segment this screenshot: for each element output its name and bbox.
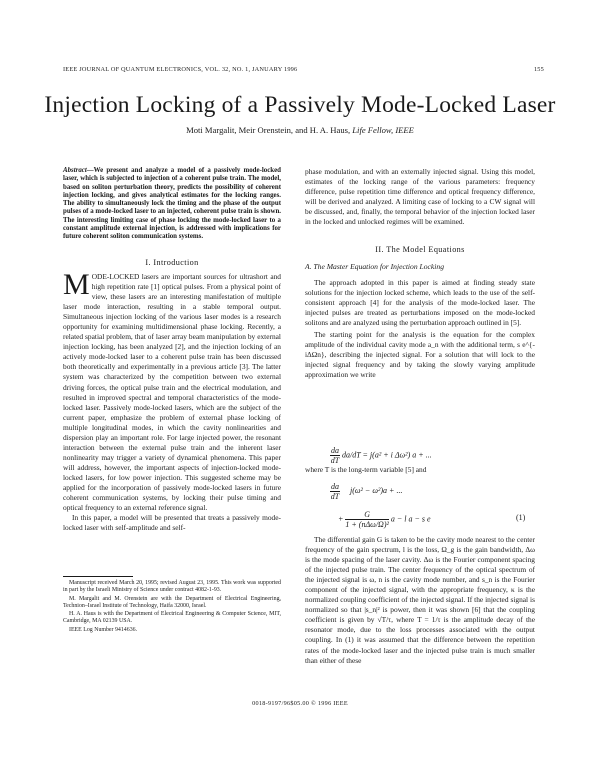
introduction-body [63, 268, 281, 533]
intro-paragraph-2: In this paper, a model will be presented that treats a passively mode-locked laser with self-amplitude and self- [63, 513, 281, 533]
journal-name: IEEE JOURNAL OF QUANTUM ELECTRONICS, VOL. 32, NO. 1, JANUARY 1996 [63, 66, 298, 73]
model-paragraph-2: The starting point for the analysis is the equation for the complex amplitude of the individual cavity mode a_n with the additional term, s e^{-iΔΩn}, describing the injected signal. For a solution that will lock to the injected signal frequency and by taking the slowly varying amplitude approximation we write [305, 330, 535, 380]
equation-1-gain-term: + $\frac{G}{\text{1 + (nΔω/Ω)²}}$ a − l a − s e [338, 510, 431, 529]
footnotes [63, 580, 281, 636]
footnote-affiliation-1: M. Margalit and M. Orenstein are with the Department of Electrical Engineering, Technion–Israel Institute of Technology, Haifa 32000, Israel. [63, 595, 281, 609]
footnote-affiliation-2: H. A. Haus is with the Department of Electrical Engineering & Computer Science, MIT, Cambridge, MA 02139 USA. [63, 611, 281, 625]
footnote-ieee-log: IEEE Log Number 9414636. [69, 627, 138, 634]
author-fellow: Life Fellow, IEEE [352, 125, 414, 135]
section-heading-model: II. The Model Equations [375, 245, 465, 254]
eq-derivative: $\frac{da}{dT}$ [330, 446, 340, 465]
paper-title: Injection Locking of a Passively Mode-Locked Laser [44, 92, 556, 118]
lead-word: ODE-LOCKED [91, 272, 140, 281]
intro-paragraph-1 [63, 268, 281, 513]
abstract [63, 167, 281, 242]
where-line: where T is the long-term variable [5] and [305, 465, 427, 474]
equation-number: (1) [516, 513, 526, 522]
author-line [0, 125, 600, 135]
equation-1-continued: $\frac{da}{dT}$ j(ω² − ω²)a + ... [330, 482, 403, 501]
eq-derivative-2: $\frac{da}{dT}$ [330, 482, 340, 501]
footnote-divider [63, 576, 133, 577]
author-names: Moti Margalit, Meir Orenstein, and H. A. Haus, [186, 125, 351, 135]
page-number: 155 [533, 66, 544, 73]
model-paragraph-1: The approach adopted in this paper is aimed at finding steady state solutions for the injection locked scheme, which leads to the use of the self-consistent approach [4] for the analysis of the mode-locked laser. The injected pulses are treated as perturbations imposed on the mode-locked solitons and are analyzed using the perturbation approach outlined in [5]. [305, 278, 535, 328]
equation-1 [330, 446, 530, 465]
abstract-label: Abstract— [63, 167, 94, 174]
eq-gain-fraction: $\frac{G}{\text{1 + (nΔω/Ω)²}}$ [345, 510, 389, 529]
running-head [63, 66, 544, 73]
model-body-1 [305, 278, 535, 380]
copyright-id: 0018-9197/96$05.00 © 1996 IEEE [252, 700, 348, 707]
model-paragraph-3: The differential gain G is taken to be the cavity mode nearest to the center frequency of the gain spectrum, l is the loss, Ω_g is the gain bandwidth, Δω is the mode spacing of the laser cavity. Δω is the Fourier component spacing of the injected pulse train. The center frequency of the optical spectrum of the injected signal is ω, n is the cavity mode number, and s_n is the Fourier component of the injected signal, with the appropriate frequency, κ is the normalized coupling coefficient of the injected signal. If the injected signal is normalized so that |s_n|² is power, then it was shown [6] that the coupling coefficient is given by √T/τ, where T = 1/τ is the amplitude decay of the resonator mode, due to the loss processes associated with the output coupling. In (1) it was assumed that the difference between the repetition rates of the mode-locked laser and the injected pulse train is much smaller than either of these [305, 535, 535, 665]
intro-continuation: phase modulation, and with an externally injected signal. Using this model, estimates of the locking range of the various parameters: frequency difference, pulse repetition time difference and optical frequency difference, will be derived and analyzed. A limiting case of locking to a CW signal will be discussed, and, finally, the temporal behavior of the injection locked laser in the locked and unlocked regimes will be examined. [305, 167, 535, 227]
drop-cap: M [63, 268, 90, 301]
eq-1-body: da/dT = j(a² + i Δω²) a + ... [342, 450, 432, 460]
section-heading-introduction: I. Introduction [145, 258, 199, 267]
footnote-received: Manuscript received March 20, 1995; revised August 23, 1995. This work was supported in part by the Israeli Ministry of Science under contract 4082-1-93. [63, 580, 281, 594]
abstract-text: We present and analyze a model of a passively mode-locked laser, which is subjected to injection of a coherent pulse train. The model, based on soliton perturbation theory, predicts the possibility of coherent injection locking, and gives analytical estimates for the locking ranges. The ability to simultaneously lock the timing and the phase of the output pulses of a mode-locked laser to an injected, coherent pulse train is shown. The interesting limiting case of phase locking the mode-locked laser to a constant amplitude external injection, is addressed with implications for future coherent soliton communication systems. [63, 167, 281, 241]
intro-paragraph-1-text: lasers are important sources for ultrashort and high repetition rate [1] optical pulses. From a physical point of view, these lasers are an interesting manifestation of multiple laser mode interaction, resulting in a stable temporal output. Simultaneous injection locking of the various laser modes is a research opportunity for examining multidimensional phase locking. Recently, a related spatial problem, that of laser array beam manipulation by external injection locking, has been analyzed [2], and the injection locking of an actively mode-locked laser to a coherent pulse train has been discussed both theoretically and experimentally in a previous article [3]. The latter system was characterized by the competition between two external driving forces, the optical pulse train and the electrical modulation, and resulted in improved spectral and temporal characteristics of the mode-locked laser. Passively mode-locked lasers, which are the subject of the current paper, emphasize the problem of external phase locking of multiple longitudinal modes, in which the cavity nonlinearities and dispersion play an important role. For large injected power, the resonant interaction between the external pulse train and the inherent laser nonlinearity may trigger a variety of dynamical phenomena. This paper will address, however, the important aspects of injection-locked mode-locked lasers, for low power injection. This suggested scheme may be applied for the incorporation of passively mode-locked lasers in future coherent communication systems, by locking their pulse timing and optical frequency to an external reference signal. [63, 272, 281, 513]
model-body-2 [305, 535, 535, 666]
subsection-heading: A. The Master Equation for Injection Locking [305, 262, 444, 271]
